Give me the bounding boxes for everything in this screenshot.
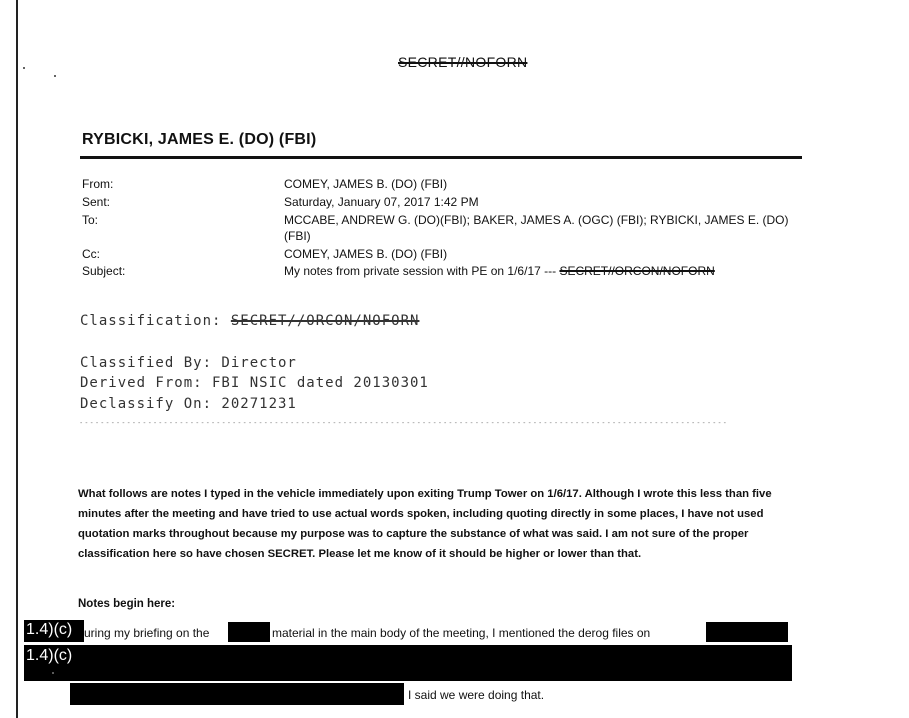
separator-dash-line: - - - - - - - - - - - - - - - - - - - - - - - - - - - - - - - - - - - - - - - - - - - - - - - - - - - - - - - - - - - - - - - - - - - - - - - - - - - - - - - - - - - - - - - - - - - - - - - - - - - - - - - - - - - - - - - - - - - - - - - - - - -: [80, 420, 727, 427]
subject-label: Subject:: [82, 264, 126, 278]
scan-speck: [52, 672, 54, 674]
subject-value: [284, 264, 715, 278]
cc-value: COMEY, JAMES B. (DO) (FBI): [284, 247, 448, 261]
redaction-code-label: 1.4)(c): [26, 621, 73, 638]
line1-text-part-a: uring my briefing on the: [84, 626, 210, 640]
redaction-block: [70, 683, 404, 705]
classified-by-line: Classified By: Director: [80, 355, 297, 371]
body-paragraph: What follows are notes I typed in the vehicle immediately upon exiting Trump Tower on 1/6/17. Although I wrote this less than five minutes after the meeting and have tried to use actual words spoken, including quoting directly in some places, I have not used quotation marks throughout because my purpose was to capture the substance of what was said. I am not sure of the proper classification here so have chosen SECRET. Please let me know of it should be higher or lower than that.: [78, 488, 772, 560]
to-value: MCCABE, ANDREW G. (DO)(FBI); BAKER, JAMES A. (OGC) (FBI); RYBICKI, JAMES E. (DO): [284, 213, 789, 227]
declassify-on-line: Declassify On: 20271231: [80, 396, 297, 412]
redaction-code-label: 1.4)(c): [26, 647, 73, 664]
to-label: To:: [82, 213, 99, 227]
redaction-block: [706, 622, 788, 642]
cc-label: Cc:: [82, 247, 100, 261]
header-rule: [80, 156, 802, 159]
redaction-block: [24, 645, 792, 681]
sent-value: Saturday, January 07, 2017 1:42 PM: [284, 195, 479, 209]
line3-text-end: I said we were doing that.: [408, 688, 545, 702]
subject-struck-classification: SECRET//ORCON/NOFORN: [559, 264, 715, 278]
to-value-continued: (FBI): [284, 229, 311, 243]
classification-value: SECRET//ORCON/NOFORN: [230, 313, 420, 329]
classification-label: Classification:: [80, 313, 231, 329]
scan-speck: [23, 67, 25, 69]
notes-begin-label: Notes begin here:: [78, 598, 176, 610]
page-left-edge: [16, 0, 18, 718]
derived-from-line: Derived From: FBI NSIC dated 20130301: [80, 375, 429, 391]
from-label: From:: [82, 177, 114, 191]
scan-speck: [54, 75, 56, 77]
classification-line: [80, 313, 419, 329]
line1-text-part-b: material in the main body of the meeting, I mentioned the derog files on: [272, 626, 651, 640]
redaction-block: [228, 622, 270, 642]
subject-text: My notes from private session with PE on 1/6/17 ---: [284, 264, 560, 278]
top-classification-marking: SECRET//NOFORN: [398, 54, 528, 70]
email-owner-header: RYBICKI, JAMES E. (DO) (FBI): [82, 131, 317, 148]
from-value: COMEY, JAMES B. (DO) (FBI): [284, 177, 448, 191]
sent-label: Sent:: [82, 195, 111, 209]
